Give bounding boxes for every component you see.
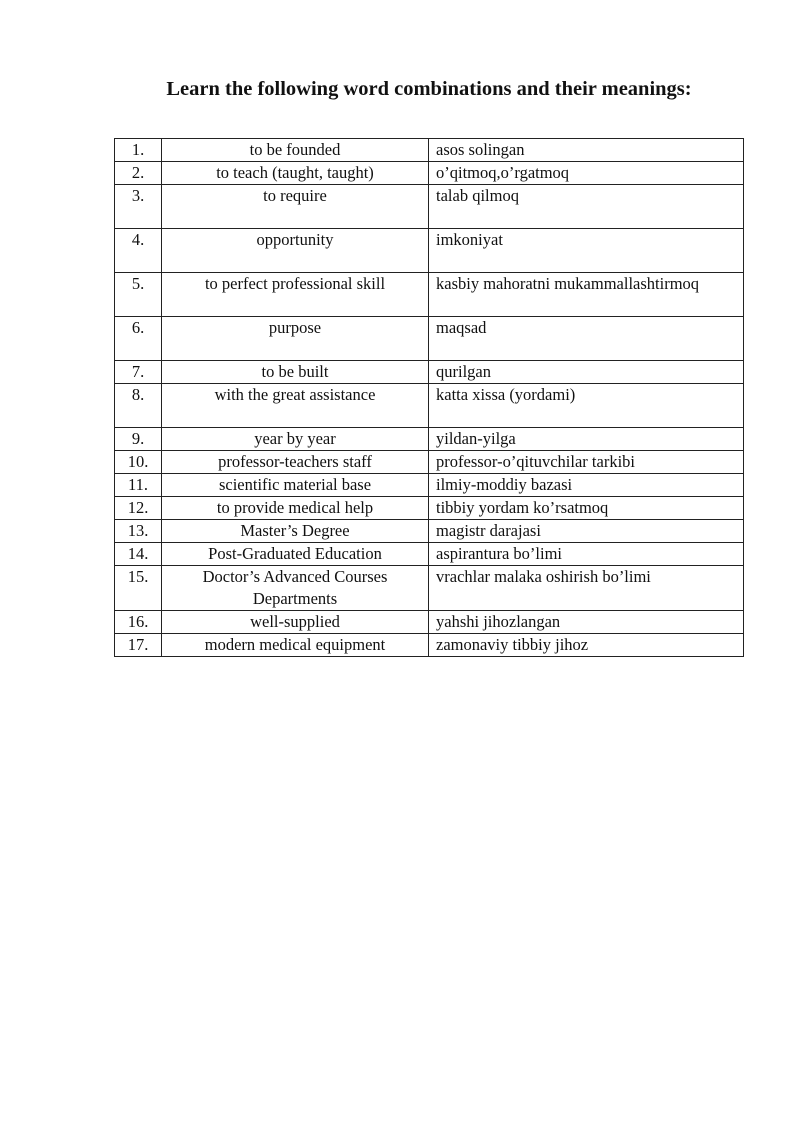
row-number: 10. — [115, 451, 162, 474]
english-term: purpose — [162, 317, 429, 361]
uzbek-translation: maqsad — [429, 317, 744, 361]
row-number: 6. — [115, 317, 162, 361]
table-row — [115, 273, 744, 317]
english-term: scientific material base — [162, 474, 429, 497]
english-term: modern medical equipment — [162, 634, 429, 657]
row-number: 9. — [115, 428, 162, 451]
table-row — [115, 229, 744, 273]
table-row — [115, 361, 744, 384]
vocabulary-table-body — [115, 139, 744, 657]
table-row — [115, 428, 744, 451]
row-number: 2. — [115, 162, 162, 185]
table-row — [115, 317, 744, 361]
english-term: to perfect professional skill — [162, 273, 429, 317]
table-row — [115, 634, 744, 657]
uzbek-translation: yildan-yilga — [429, 428, 744, 451]
table-row — [115, 384, 744, 428]
uzbek-translation: professor-o’qituvchilar tarkibi — [429, 451, 744, 474]
english-term: Master’s Degree — [162, 520, 429, 543]
english-term: Post-Graduated Education — [162, 543, 429, 566]
table-row — [115, 566, 744, 611]
page-title: Learn the following word combinations and their meanings: — [166, 78, 692, 100]
uzbek-translation: katta xissa (yordami) — [429, 384, 744, 428]
row-number: 12. — [115, 497, 162, 520]
english-term: to teach (taught, taught) — [162, 162, 429, 185]
row-number: 16. — [115, 611, 162, 634]
row-number: 8. — [115, 384, 162, 428]
table-row — [115, 520, 744, 543]
row-number: 11. — [115, 474, 162, 497]
table-row — [115, 497, 744, 520]
uzbek-translation: ilmiy-moddiy bazasi — [429, 474, 744, 497]
english-term: professor-teachers staff — [162, 451, 429, 474]
table-row — [115, 185, 744, 229]
uzbek-translation: magistr darajasi — [429, 520, 744, 543]
uzbek-translation: vrachlar malaka oshirish bo’limi — [429, 566, 744, 611]
vocabulary-table — [114, 138, 744, 657]
english-term: to provide medical help — [162, 497, 429, 520]
table-row — [115, 543, 744, 566]
uzbek-translation: yahshi jihozlangan — [429, 611, 744, 634]
row-number: 1. — [115, 139, 162, 162]
english-term: to be built — [162, 361, 429, 384]
table-row — [115, 474, 744, 497]
uzbek-translation: imkoniyat — [429, 229, 744, 273]
row-number: 5. — [115, 273, 162, 317]
uzbek-translation: asos solingan — [429, 139, 744, 162]
uzbek-translation: o’qitmoq,o’rgatmoq — [429, 162, 744, 185]
table-row — [115, 451, 744, 474]
uzbek-translation: tibbiy yordam ko’rsatmoq — [429, 497, 744, 520]
row-number: 13. — [115, 520, 162, 543]
row-number: 17. — [115, 634, 162, 657]
english-term: to be founded — [162, 139, 429, 162]
english-term: opportunity — [162, 229, 429, 273]
english-term: well-supplied — [162, 611, 429, 634]
row-number: 4. — [115, 229, 162, 273]
uzbek-translation: kasbiy mahoratni mukammallashtirmoq — [429, 273, 744, 317]
table-row — [115, 611, 744, 634]
row-number: 7. — [115, 361, 162, 384]
uzbek-translation: zamonaviy tibbiy jihoz — [429, 634, 744, 657]
english-term: with the great assistance — [162, 384, 429, 428]
table-row — [115, 162, 744, 185]
row-number: 15. — [115, 566, 162, 611]
english-term: year by year — [162, 428, 429, 451]
row-number: 3. — [115, 185, 162, 229]
row-number: 14. — [115, 543, 162, 566]
uzbek-translation: talab qilmoq — [429, 185, 744, 229]
uzbek-translation: qurilgan — [429, 361, 744, 384]
english-term: to require — [162, 185, 429, 229]
english-term: Doctor’s Advanced Courses Departments — [162, 566, 429, 611]
table-row — [115, 139, 744, 162]
uzbek-translation: aspirantura bo’limi — [429, 543, 744, 566]
